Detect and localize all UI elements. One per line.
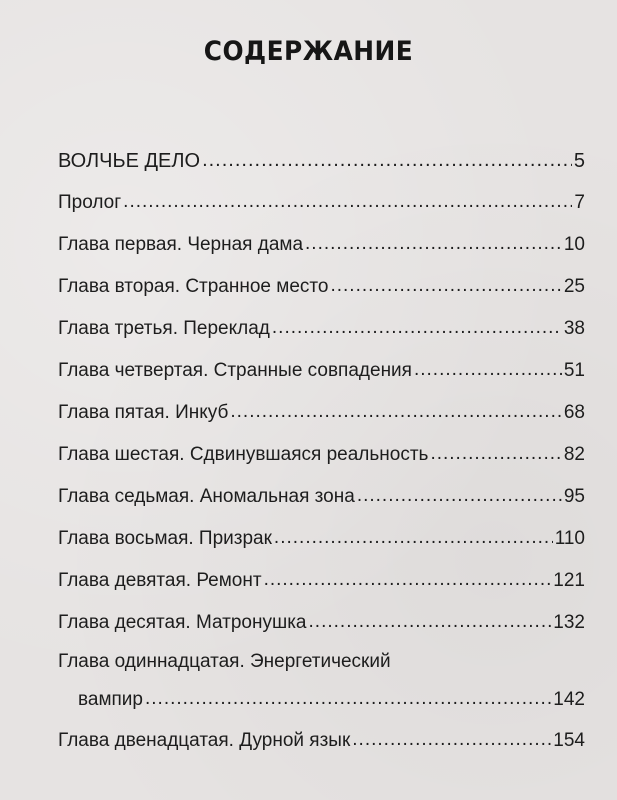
toc-entry [58, 720, 585, 762]
dot-leader [352, 719, 551, 761]
toc-page-number: 10 [563, 234, 585, 255]
dot-leader [202, 139, 572, 181]
toc-entry [58, 560, 585, 602]
toc-entry [58, 434, 585, 476]
toc-entry-label: Глава третья. Переклад [58, 318, 270, 339]
toc-page-number: 132 [553, 612, 585, 633]
toc-entry-label: Глава двенадцатая. Дурной язык [58, 730, 351, 751]
toc-entry [58, 266, 585, 308]
page-title: СОДЕРЖАНИЕ [203, 36, 414, 67]
toc-entry [58, 518, 585, 560]
toc-entry [58, 350, 585, 392]
toc-page-number: 25 [563, 276, 585, 297]
toc-entry-label: Глава восьмая. Призрак [58, 528, 272, 549]
dot-leader [123, 181, 572, 223]
toc-page-number: 82 [563, 444, 585, 465]
toc-page-number: 142 [553, 689, 585, 710]
toc-entry-label: Глава первая. Черная дама [58, 234, 304, 255]
toc-entry [58, 644, 585, 720]
table-of-contents [58, 140, 585, 762]
toc-entry-label: Пролог [58, 192, 122, 213]
toc-page-number: 154 [553, 730, 585, 751]
dot-leader [272, 307, 562, 349]
toc-page-number: 95 [563, 486, 585, 507]
toc-page-number: 51 [563, 360, 585, 381]
toc-entry-label: Глава четвертая. Странные совпадения [58, 360, 412, 381]
toc-page-number: 5 [573, 150, 585, 172]
dot-leader [305, 223, 562, 265]
toc-entry [58, 602, 585, 644]
dot-leader [330, 265, 561, 307]
dot-leader [274, 517, 553, 559]
toc-entry-label: Глава одиннадцатая. Энергетический [58, 651, 391, 672]
toc-entry-label: Глава шестая. Сдвинувшаяся реальность [58, 444, 429, 465]
toc-page-number: 68 [563, 402, 585, 423]
dot-leader [414, 349, 562, 391]
toc-entry-label: Глава девятая. Ремонт [58, 570, 262, 591]
toc-entry [58, 224, 585, 266]
toc-entry-label: ВОЛЧЬЕ ДЕЛО [58, 150, 201, 172]
dot-leader [230, 391, 562, 433]
toc-entry [58, 182, 585, 224]
toc-entry [58, 140, 585, 182]
toc-entry [58, 392, 585, 434]
dot-leader [357, 475, 562, 517]
toc-page-number: 38 [563, 318, 585, 339]
toc-entry [58, 308, 585, 350]
toc-page-number: 7 [574, 192, 585, 213]
dot-leader [309, 601, 552, 643]
toc-entry-label: Глава пятая. Инкуб [58, 402, 229, 423]
dot-leader [145, 679, 551, 719]
dot-leader [430, 433, 561, 475]
toc-entry-label: Глава седьмая. Аномальная зона [58, 486, 355, 507]
toc-entry-label: Глава десятая. Матронушка [58, 612, 307, 633]
toc-entry-label-continued: вампир [78, 689, 143, 710]
toc-entry [58, 476, 585, 518]
dot-leader [264, 559, 552, 601]
toc-entry-label: Глава вторая. Странное место [58, 276, 329, 297]
toc-page-number: 121 [553, 570, 585, 591]
toc-page-number: 110 [554, 528, 585, 549]
